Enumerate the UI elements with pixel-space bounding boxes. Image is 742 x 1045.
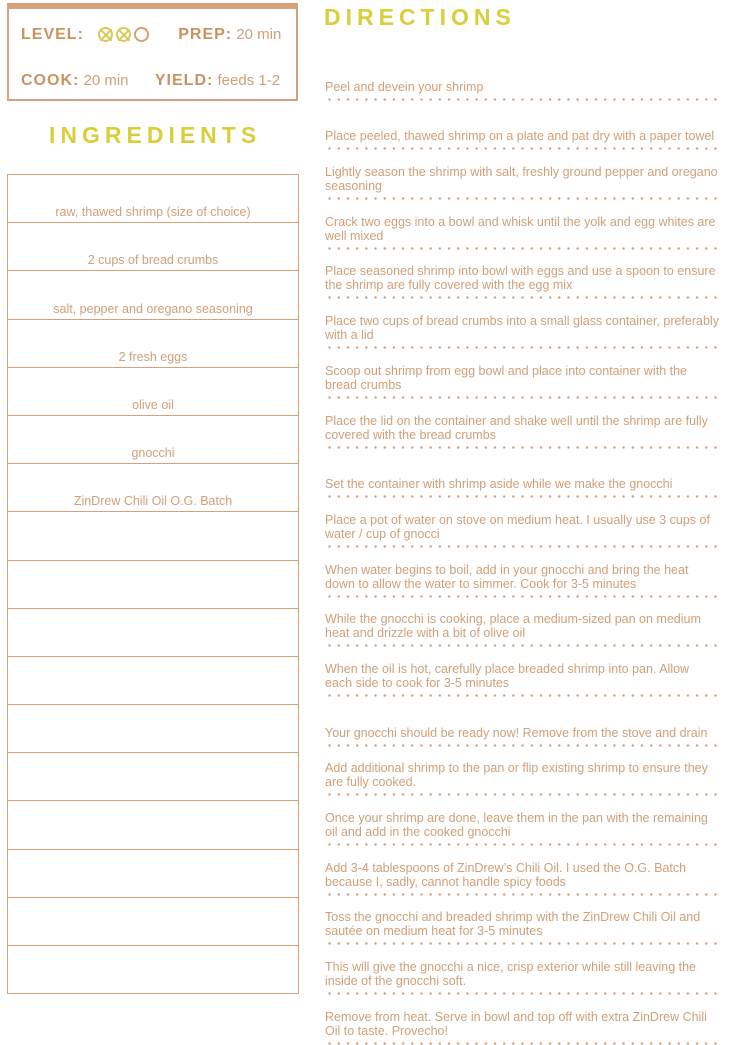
direction-step-text: Add 3-4 tablespoons of ZinDrew’s Chili Oil. I used the O.G. Batch because I, sadly, cannot handle spicy foods <box>325 860 687 889</box>
prep-value: 20 min <box>236 26 282 43</box>
ingredient-row <box>7 753 299 801</box>
direction-step-text: Place a pot of water on stove on medium heat. I usually use 3 cups of water / cup of gnocci <box>325 512 710 541</box>
ingredient-row <box>7 416 299 464</box>
level-dot-filled-icon <box>116 27 131 42</box>
level-dot-empty-icon <box>134 27 149 42</box>
direction-step-text: This will give the gnocchi a nice, crisp exterior while still leaving the inside of the gnocchi soft. <box>325 960 696 989</box>
direction-step <box>323 198 719 248</box>
ingredient-text: salt, pepper and oregano seasoning <box>53 301 253 316</box>
direction-step-text: Add additional shrimp to the pan or flip existing shrimp to ensure they are fully cooked. <box>325 761 708 790</box>
level-label: LEVEL: <box>21 26 84 43</box>
direction-step <box>323 993 719 1043</box>
yield-value: feeds 1-2 <box>217 72 281 89</box>
direction-step-text: Place two cups of bread crumbs into a small glass container, preferably with a lid <box>325 314 719 343</box>
direction-step-text: When water begins to boil, add in your gnocchi and bring the heat down to allow the water to simmer. Cook for 3-5 minutes <box>325 562 689 591</box>
direction-step <box>323 546 719 596</box>
ingredient-row <box>7 801 299 849</box>
ingredient-row <box>7 657 299 705</box>
direction-step-text: Your gnocchi should be ready now! Remove from the stove and drain <box>325 725 708 740</box>
ingredient-row <box>7 175 299 223</box>
direction-step <box>323 148 719 198</box>
ingredient-row <box>7 512 299 560</box>
ingredient-row <box>7 850 299 898</box>
ingredient-text: ZinDrew Chili Oil O.G. Batch <box>73 494 233 509</box>
ingredient-row <box>7 271 299 319</box>
ingredient-row <box>7 561 299 609</box>
direction-step-text: Peel and devein your shrimp <box>325 79 484 94</box>
direction-step <box>323 894 719 944</box>
ingredient-row <box>7 464 299 512</box>
ingredient-row <box>7 705 299 753</box>
direction-step-text: Remove from heat. Serve in bowl and top off with extra ZinDrew Chili Oil to taste. Provecho! <box>325 1009 707 1038</box>
prep-label: PREP: <box>178 26 233 43</box>
direction-step <box>323 397 719 447</box>
cook-value: 20 min <box>83 72 129 89</box>
ingredient-row <box>7 898 299 946</box>
yield-label: YIELD: <box>154 72 214 89</box>
direction-step <box>323 596 719 646</box>
direction-step <box>323 248 719 298</box>
level-dot-filled-icon <box>98 27 113 42</box>
direction-step-text: When the oil is hot, carefully place breaded shrimp into pan. Allow each side to cook for 3-5 minutes <box>325 661 690 690</box>
ingredient-row <box>7 223 299 271</box>
directions-title: DIRECTIONS <box>324 4 516 30</box>
direction-step <box>323 745 719 795</box>
info-row-level-prep <box>21 26 288 46</box>
directions-list <box>323 49 719 1043</box>
direction-step <box>323 844 719 894</box>
direction-step-text: Scoop out shrimp from egg bowl and place into container with the bread crumbs <box>325 363 688 392</box>
direction-step-text: Place the lid on the container and shake well until the shrimp are fully covered with the bread crumbs <box>325 413 708 442</box>
direction-step <box>323 347 719 397</box>
direction-step <box>323 794 719 844</box>
direction-step <box>323 297 719 347</box>
ingredient-text: olive oil <box>132 397 174 412</box>
direction-step <box>323 695 719 745</box>
direction-step <box>323 645 719 695</box>
ingredients-table <box>7 174 299 994</box>
direction-step <box>323 496 719 546</box>
cook-label: COOK: <box>21 72 80 89</box>
direction-step <box>323 49 719 99</box>
direction-step-text: Place peeled, thawed shrimp on a plate and pat dry with a paper towel <box>325 129 715 144</box>
ingredient-text: 2 cups of bread crumbs <box>87 253 219 268</box>
direction-step-text: Lightly season the shrimp with salt, freshly ground pepper and oregano seasoning <box>325 165 718 194</box>
ingredient-row <box>7 368 299 416</box>
level-indicator <box>98 27 152 46</box>
direction-step-text: While the gnocchi is cooking, place a medium-sized pan on medium heat and drizzle with a bit of olive oil <box>325 612 701 641</box>
ingredient-text: 2 fresh eggs <box>118 349 188 364</box>
ingredient-row <box>7 320 299 368</box>
direction-step <box>323 99 719 149</box>
info-row-cook-yield <box>21 72 288 90</box>
ingredient-text: gnocchi <box>131 446 175 461</box>
direction-step-text: Place seasoned shrimp into bowl with eggs and use a spoon to ensure the shrimp are fully covered with the egg mix <box>325 264 716 293</box>
direction-step-text: Set the container with shrimp aside while we make the gnocchi <box>325 477 673 492</box>
direction-step <box>323 943 719 993</box>
direction-step-text: Crack two eggs into a bowl and whisk until the yolk and egg whites are well mixed <box>325 214 716 243</box>
ingredient-row <box>7 946 299 994</box>
direction-step <box>323 447 719 497</box>
ingredients-title: INGREDIENTS <box>49 122 262 148</box>
direction-step-text: Once your shrimp are done, leave them in the pan with the remaining oil and add in the cooked gnocchi <box>325 811 708 839</box>
ingredient-text: raw, thawed shrimp (size of choice) <box>55 205 251 220</box>
recipe-info-box <box>7 3 298 101</box>
direction-step-text: Toss the gnocchi and breaded shrimp with the ZinDrew Chili Oil and sautée on medium heat for 3-5 minutes <box>325 910 701 939</box>
ingredient-row <box>7 609 299 657</box>
